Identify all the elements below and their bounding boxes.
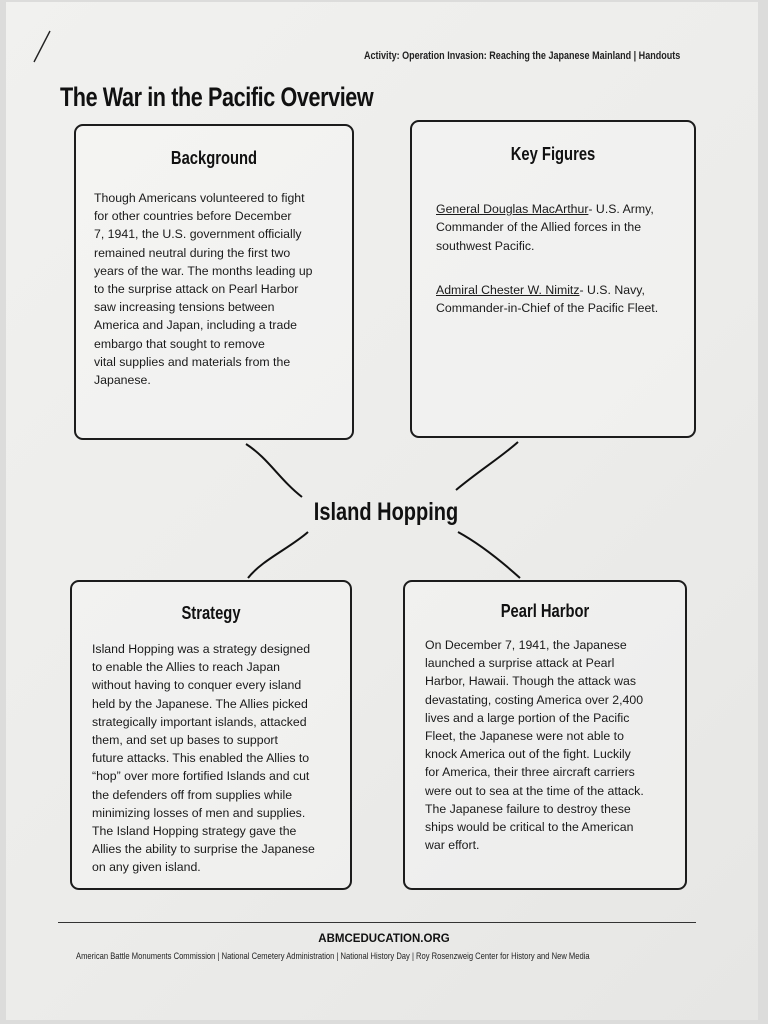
strategy-title: Strategy (181, 603, 241, 623)
key-figures-list (436, 182, 694, 344)
pearl-harbor-title: Pearl Harbor (500, 601, 590, 621)
background-box (74, 124, 354, 440)
figure-description: - U.S. Navy, Commander-in-Chief of the Pacific Fleet. (436, 283, 659, 316)
figure-name: Admiral Chester W. Nimitz (436, 283, 580, 298)
strategy-box (70, 580, 352, 890)
footer-organizations: American Battle Monuments Commission | National Cemetery Administration | National History Day | Roy Rosenzweig Center for History and New Media (76, 951, 590, 962)
footer-website: ABMCEDUCATION.ORG (318, 933, 450, 945)
connector-bottom-right (458, 532, 520, 578)
center-title: Island Hopping (313, 498, 459, 526)
strategy-text: Island Hopping was a strategy designed to enable the Allies to reach Japan without having to conquer every island held by the Japanese. The Allies picked strategically important islands, attacked them, and set up bases to support future attacks. This enabled the Allies to “hop” over more fortified Islands and cut the defenders off from supplies while minimizing losses of men and supplies. The Island Hopping strategy gave the Allies the ability to surprise the Japanese on any given island. (92, 642, 315, 875)
background-text: Though Americans volunteered to fight for other countries before December 7, 1941, the U.S. government officially remained neutral during the first two years of the war. The months leading up to the surprise attack on Pearl Harbor saw increasing tensions between America and Japan, including a trade embargo that sought to remove vital supplies and materials from the Japanese. (94, 191, 313, 388)
connector-bottom-left (248, 532, 308, 578)
figure-name: General Douglas MacArthur (436, 202, 589, 217)
pearl-harbor-text: On December 7, 1941, the Japanese launched a surprise attack at Pearl Harbor, Hawaii. Though the attack was devastating, costing America over 2,400 lives and a large portion of the Pacific Fleet, the Japanese were not able to knock America out of the fight. Luckily for America, their three aircraft carriers were out to sea at the time of the attack. The Japanese failure to destroy these ships would be critical to the American war effort. (425, 638, 644, 853)
connector-top-right (456, 442, 518, 490)
key-figures-title: Key Figures (510, 144, 596, 164)
background-title: Background (170, 148, 258, 168)
activity-header: Activity: Operation Invasion: Reaching the Japanese Mainland | Handouts (364, 50, 681, 62)
key-figures-box (410, 120, 696, 438)
key-figure-item (436, 281, 694, 317)
pearl-harbor-box (403, 580, 687, 890)
pen-mark (34, 31, 50, 62)
page-title: The War in the Pacific Overview (60, 82, 374, 112)
footer-divider (58, 922, 696, 923)
key-figure-item (436, 200, 694, 255)
figure-description: - U.S. Army, Commander of the Allied forces in the southwest Pacific. (436, 202, 654, 253)
connector-top-left (246, 444, 302, 497)
